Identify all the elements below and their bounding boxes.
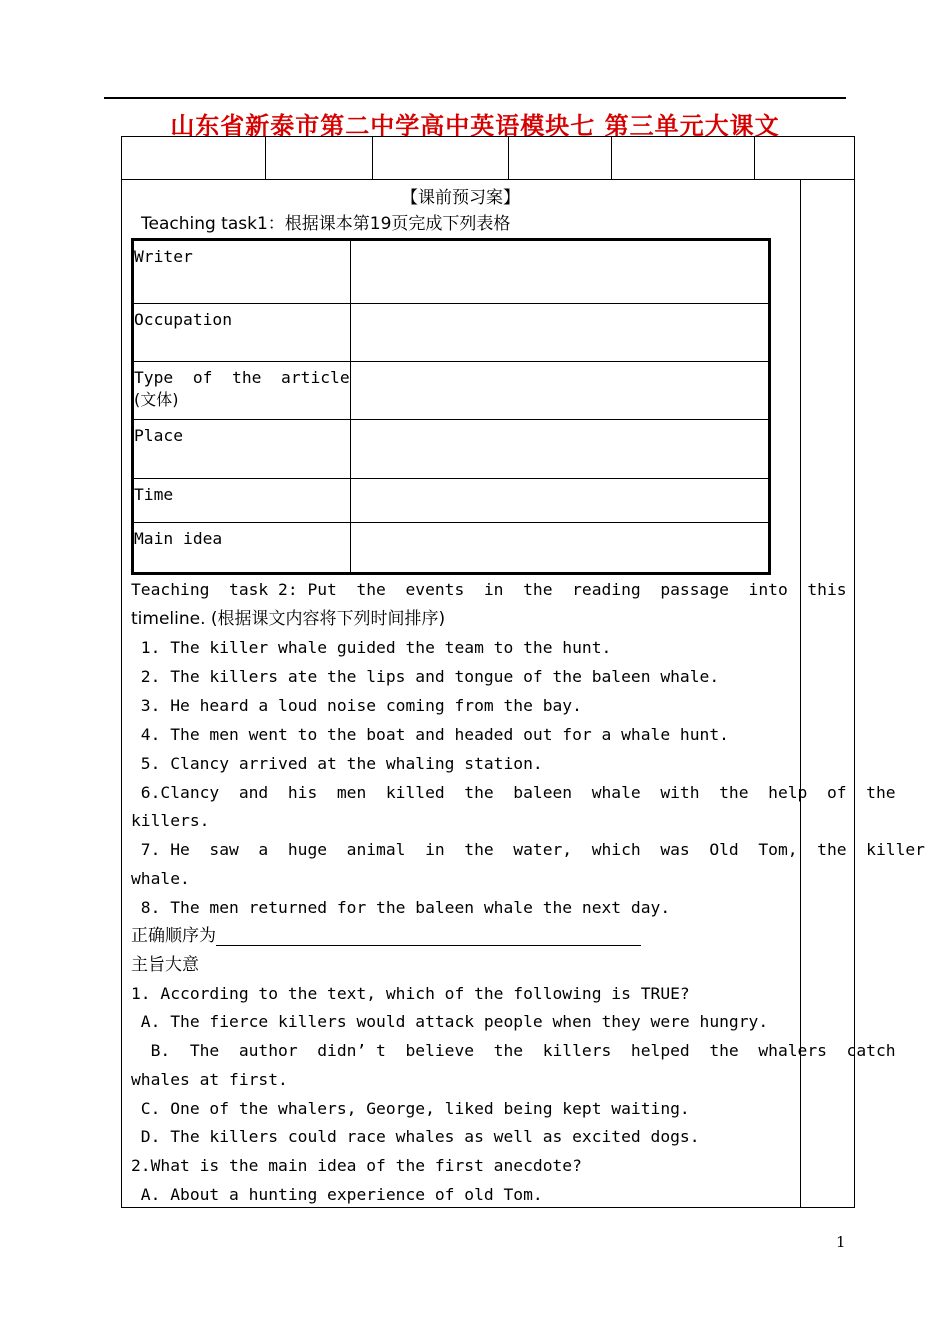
- question-option: A. The fierce killers would attack people when they were hungry.: [131, 1012, 769, 1031]
- header-cell-divider: [265, 136, 266, 180]
- table-row: [133, 240, 770, 304]
- page-number: 1: [836, 1233, 846, 1251]
- row-label: Type of the article (文体): [133, 362, 351, 420]
- event-item: 1. The killer whale guided the team to the hunt.: [131, 638, 612, 657]
- answer-cell[interactable]: [350, 304, 769, 362]
- table-row: [133, 523, 770, 574]
- answer-cell[interactable]: [350, 240, 769, 304]
- document-title: 山东省新泰市第二中学高中英语模块七 第三单元大课文: [170, 112, 780, 140]
- table-row: [133, 362, 770, 420]
- event-item: 7. He saw a huge animal in the water, which was Old Tom, the killer: [131, 840, 925, 859]
- event-item: 3. He heard a loud noise coming from the bay.: [131, 696, 582, 715]
- question-option: whales at first.: [131, 1070, 288, 1089]
- table-row: [133, 420, 770, 479]
- question-option: B. The author didn’ t believe the killers helped the whalers catch: [131, 1041, 896, 1060]
- event-item: killers.: [131, 811, 210, 830]
- answer-cell[interactable]: [350, 523, 769, 574]
- main-idea-heading: 主旨大意: [131, 955, 199, 975]
- header-cell-divider: [754, 136, 755, 180]
- order-answer-blank[interactable]: [216, 929, 641, 946]
- order-answer-line: 正确顺序为: [131, 926, 641, 946]
- event-item: 8. The men returned for the baleen whale the next day.: [131, 898, 671, 917]
- row-label: Time: [133, 479, 351, 523]
- event-item: 5. Clancy arrived at the whaling station.: [131, 754, 543, 773]
- task1-table: [131, 238, 771, 575]
- answer-cell[interactable]: [350, 420, 769, 479]
- answer-cell[interactable]: [350, 479, 769, 523]
- top-rule: [104, 97, 846, 99]
- answer-cell[interactable]: [350, 362, 769, 420]
- table-row: [133, 479, 770, 523]
- row-label: Place: [133, 420, 351, 479]
- event-item: whale.: [131, 869, 190, 888]
- question-option: C. One of the whalers, George, liked being kept waiting.: [131, 1099, 690, 1118]
- header-blank-row: [121, 136, 855, 180]
- task2-line1: Teaching task 2: Put the events in the reading passage into this: [131, 580, 847, 599]
- question-option: D. The killers could race whales as well as excited dogs.: [131, 1127, 700, 1146]
- header-cell-divider: [372, 136, 373, 180]
- event-item: 6.Clancy and his men killed the baleen whale with the help of the: [131, 783, 896, 802]
- task1-label: Teaching task1：根据课本第19页完成下列表格: [141, 214, 511, 234]
- row-label: Main idea: [133, 523, 351, 574]
- row-label: Occupation: [133, 304, 351, 362]
- question-option: A. About a hunting experience of old Tom.: [131, 1185, 543, 1204]
- event-item: 2. The killers ate the lips and tongue of the baleen whale.: [131, 667, 720, 686]
- question-line: 1. According to the text, which of the following is TRUE?: [131, 984, 690, 1003]
- header-cell-divider: [611, 136, 612, 180]
- header-cell-divider: [508, 136, 509, 180]
- event-item: 4. The men went to the boat and headed out for a whale hunt.: [131, 725, 729, 744]
- question-line: 2.What is the main idea of the first anecdote?: [131, 1156, 582, 1175]
- table-row: [133, 304, 770, 362]
- section-heading: 【课前预习案】: [401, 188, 520, 208]
- task2-line2: timeline. (根据课文内容将下列时间排序): [131, 609, 446, 629]
- row-label: Writer: [133, 240, 351, 304]
